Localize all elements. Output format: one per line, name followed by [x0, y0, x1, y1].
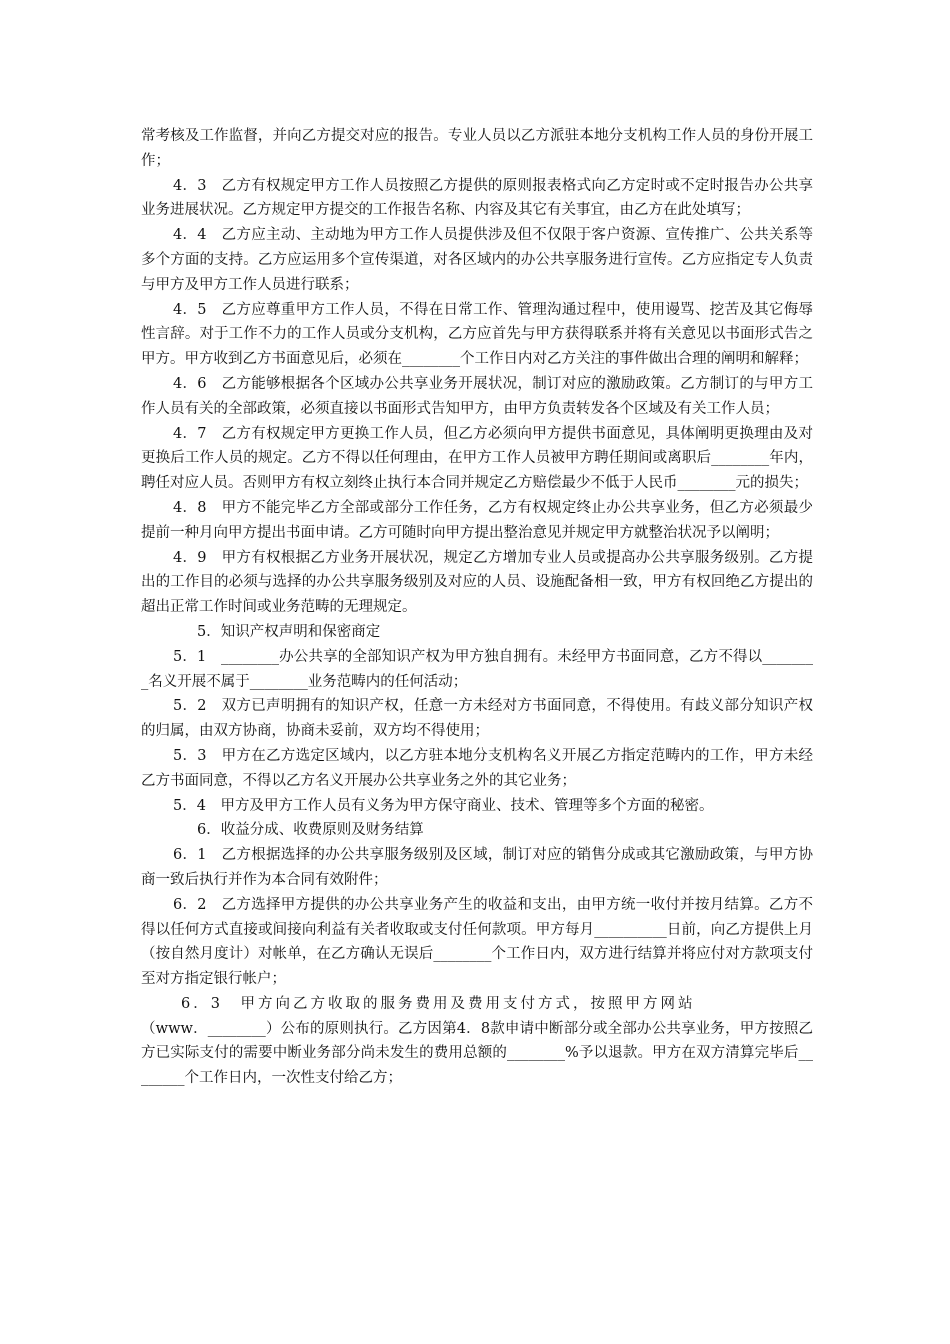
paragraph: 4．5 乙方应尊重甲方工作人员，不得在日常工作、管理沟通过程中，使用谩骂、挖苦及其它侮辱性言辞。对于工作不力的工作人员或分支机构，乙方应首先与甲方获得联系并将有关意见以书面形式告之甲方。甲方收到乙方书面意见后，必须在________个工作日内对乙方关注的事件做出合理的阐明和解释；	[141, 301, 813, 368]
section-heading: 5．知识产权声明和保密商定	[197, 623, 381, 640]
paragraph: 4．8 甲方不能完毕乙方全部或部分工作任务，乙方有权规定终止办公共享业务，但乙方必须最少提前一种月向甲方提出书面申请。乙方可随时向甲方提出整治意见并规定甲方就整治状况予以阐明；	[141, 499, 813, 541]
paragraph: 6．2 乙方选择甲方提供的办公共享业务产生的收益和支出，由甲方统一收付并按月结算。乙方不得以任何方式直接或间接向利益有关者收取或支付任何款项。甲方每月__________日前，向乙方提供上月（按自然月度计）对帐单，在乙方确认无误后________个工作日内，双方进行结算并将应付对方款项支付至对方指定银行帐户；	[141, 896, 813, 988]
paragraph: （www．________）公布的原则执行。乙方因第4．8款申请中断部分或全部办公共享业务，甲方按照乙方已实际支付的需要中断业务部分尚未发生的费用总额的________%予以退款。甲方在双方清算完毕后________个工作日内，一次性支付给乙方；	[141, 1020, 813, 1087]
paragraph: 常考核及工作监督，并向乙方提交对应的报告。专业人员以乙方派驻本地分支机构工作人员的身份开展工作；	[141, 128, 813, 169]
paragraph: 4．4 乙方应主动、主动地为甲方工作人员提供涉及但不仅限于客户资源、宣传推广、公共关系等多个方面的支持。乙方应运用多个宣传渠道，对各区域内的办公共享服务进行宣传。乙方应指定专人负责与甲方及甲方工作人员进行联系；	[141, 227, 813, 293]
section-heading: 6．收益分成、收费原则及财务结算	[197, 822, 424, 839]
paragraph: 5．2 双方已声明拥有的知识产权，任意一方未经对方书面同意，不得使用。有歧义部分知识产权的归属，由双方协商，协商未妥前，双方均不得使用；	[141, 698, 813, 740]
paragraph: 4．7 乙方有权规定甲方更换工作人员，但乙方必须向甲方提供书面意见，具体阐明更换理由及对更换后工作人员的规定。乙方不得以任何理由，在甲方工作人员被甲方聘任期间或离职后________年内，聘任对应人员。否则甲方有权立刻终止执行本合同并规定乙方赔偿最少不低于人民币________元的损失；	[141, 425, 813, 492]
document-page	[141, 124, 813, 1091]
paragraph: 6．1 乙方根据选择的办公共享服务级别及区域，制订对应的销售分成或其它激励政策，与甲方协商一致后执行并作为本合同有效附件；	[141, 847, 813, 888]
paragraph: 4．9 甲方有权根据乙方业务开展状况，规定乙方增加专业人员或提高办公共享服务级别。乙方提出的工作目的必须与选择的办公共享服务级别及对应的人员、设施配备相一致，甲方有权回绝乙方提出的超出正常工作时间或业务范畴的无理规定。	[141, 549, 813, 616]
paragraph: 5．3 甲方在乙方选定区域内，以乙方驻本地分支机构名义开展乙方指定范畴内的工作，甲方未经乙方书面同意，不得以乙方名义开展办公共享业务之外的其它业务；	[141, 747, 813, 789]
paragraph: 4．6 乙方能够根据各个区域办公共享业务开展状况，制订对应的激励政策。乙方制订的与甲方工作人员有关的全部政策，必须直接以书面形式告知甲方，由甲方负责转发各个区域及有关工作人员；	[141, 375, 813, 417]
paragraph: 5．4 甲方及甲方工作人员有义务为甲方保守商业、技术、管理等多个方面的秘密。	[173, 797, 714, 814]
paragraph: 6．3 甲方向乙方收取的服务费用及费用支付方式，按照甲方网站	[181, 995, 696, 1012]
paragraph: 5．1 ________办公共享的全部知识产权为甲方独自拥有。未经甲方书面同意，乙方不得以________名义开展不属于________业务范畴内的任何活动；	[141, 648, 813, 690]
paragraph: 4．3 乙方有权规定甲方工作人员按照乙方提供的原则报表格式向乙方定时或不定时报告办公共享业务进展状况。乙方规定甲方提交的工作报告名称、内容及其它有关事宜，由乙方在此处填写；	[141, 177, 813, 219]
